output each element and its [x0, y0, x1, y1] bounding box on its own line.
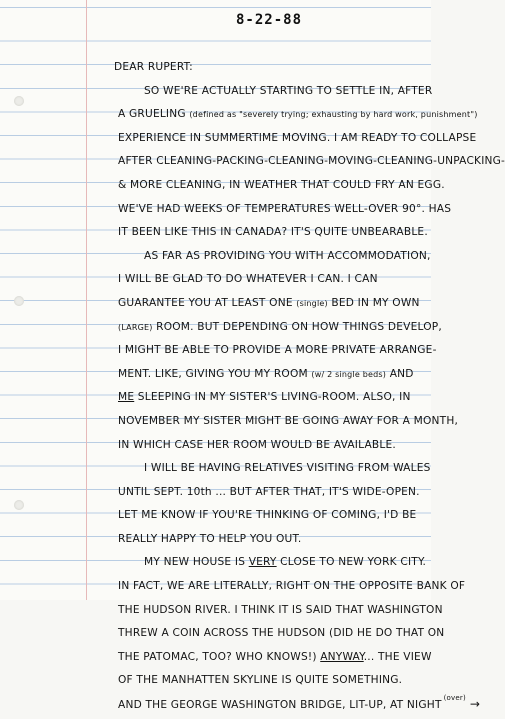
letter-line [0, 386, 431, 410]
line-text: IT BEEN LIKE THIS IN CANADA? IT'S QUITE UNBEARABLE. [118, 226, 428, 239]
line-text: LET ME KNOW IF YOU'RE THINKING OF COMING, I'D BE [118, 509, 417, 522]
line-fragment: ... THE VIEW [363, 650, 432, 663]
letter-line [0, 127, 477, 151]
letter-line [0, 434, 431, 458]
line-fragment: CLOSE TO NEW YORK CITY. [276, 556, 427, 569]
line-text: AS FAR AS PROVIDING YOU WITH ACCOMMODATION, [144, 249, 431, 262]
line-fragment: (over) [443, 694, 466, 703]
line-text: WE'VE HAD WEEKS OF TEMPERATURES WELL-OVER 90°. HAS [118, 202, 452, 215]
letter-line [0, 693, 481, 717]
line-text: IN FACT, WE ARE LITERALLY, RIGHT ON THE OPPOSITE BANK OF [118, 580, 466, 593]
line-fragment: ME [118, 391, 135, 404]
letter-date: 8-22-88 [236, 12, 303, 28]
line-fragment: MENT. LIKE, GIVING YOU MY ROOM [118, 367, 312, 380]
letter-line [0, 457, 431, 481]
line-fragment: (LARGE) [118, 322, 153, 332]
line-fragment: GUARANTEE YOU AT LEAST ONE [118, 296, 297, 309]
line-text: AFTER CLEANING-PACKING-CLEANING-MOVING-CLEANING-UNPACKING- [118, 155, 505, 168]
line-fragment: AND THE GEORGE WASHINGTON BRIDGE, LIT-UP, AT NIGHT [118, 699, 442, 712]
letter-line [0, 245, 431, 269]
line-fragment: BED IN MY OWN [327, 296, 420, 309]
line-text: THE HUDSON RIVER. I THINK IT IS SAID THAT WASHINGTON [118, 603, 443, 616]
letter-line [0, 292, 431, 316]
line-fragment: SLEEPING IN MY SISTER'S LIVING-ROOM. ALSO, IN [134, 391, 411, 404]
line-text: NOVEMBER MY SISTER MIGHT BE GOING AWAY FOR A MONTH, [118, 414, 459, 427]
line-fragment: AND [386, 367, 414, 380]
line-fragment: ROOM. BUT DEPENDING ON HOW THINGS DEVELOP, [152, 320, 442, 333]
letter-line [0, 150, 505, 174]
line-fragment: MY NEW HOUSE IS [144, 556, 249, 569]
line-text: REALLY HAPPY TO HELP YOU OUT. [118, 532, 302, 545]
line-fragment: (defined as "severely trying; exhausting by hard work, punishment") [189, 110, 478, 120]
line-text: I MIGHT BE ABLE TO PROVIDE A MORE PRIVATE ARRANGE- [118, 344, 437, 357]
letter-line [0, 575, 466, 599]
line-fragment: A GRUELING [118, 108, 190, 121]
letter-line [0, 551, 431, 575]
line-text: I WILL BE GLAD TO DO WHATEVER I CAN. I CAN [118, 273, 378, 286]
line-fragment: VERY [248, 556, 277, 569]
letter-line [0, 363, 431, 387]
line-text: & MORE CLEANING, IN WEATHER THAT COULD FRY AN EGG. [118, 178, 445, 191]
letter-line [0, 504, 431, 528]
line-fragment: THE PATOMAC, TOO? WHO KNOWS!) [118, 650, 321, 663]
letter-line [0, 80, 431, 104]
letter-line [0, 528, 431, 552]
letter-line [0, 198, 452, 222]
line-text: IN WHICH CASE HER ROOM WOULD BE AVAILABLE. [118, 438, 396, 451]
line-fragment: ANYWAY [320, 650, 364, 663]
line-text: EXPERIENCE IN SUMMERTIME MOVING. I AM READY TO COLLAPSE [118, 131, 477, 144]
letter-line [0, 268, 431, 292]
letter-line [0, 339, 437, 363]
letter-line [0, 599, 443, 623]
line-text: OF THE MANHATTEN SKYLINE IS QUITE SOMETHING. [118, 674, 403, 687]
letter-line [0, 481, 431, 505]
letter-line [0, 410, 459, 434]
line-fragment: (w/ 2 single beds) [311, 369, 387, 379]
line-text: SO WE'RE ACTUALLY STARTING TO SETTLE IN, AFTER [144, 84, 433, 97]
line-text: UNTIL SEPT. 10th ... BUT AFTER THAT, IT'S WIDE-OPEN. [118, 485, 420, 498]
line-fragment: (single) [296, 298, 328, 308]
letter-line [0, 622, 445, 646]
letter-line [0, 646, 431, 670]
line-text: I WILL BE HAVING RELATIVES VISITING FROM WALES [144, 462, 431, 475]
line-text: THREW A COIN ACROSS THE HUDSON (DID HE DO THAT ON [118, 627, 445, 640]
salutation-text: DEAR RUPERT: [114, 61, 193, 73]
letter-line [0, 221, 431, 245]
letter-line [0, 103, 478, 127]
letter-body [0, 56, 505, 717]
salutation [0, 56, 431, 80]
line-fragment: → [469, 697, 481, 712]
letter-line [0, 316, 442, 340]
letter-line [0, 174, 445, 198]
letter-line [0, 669, 431, 693]
